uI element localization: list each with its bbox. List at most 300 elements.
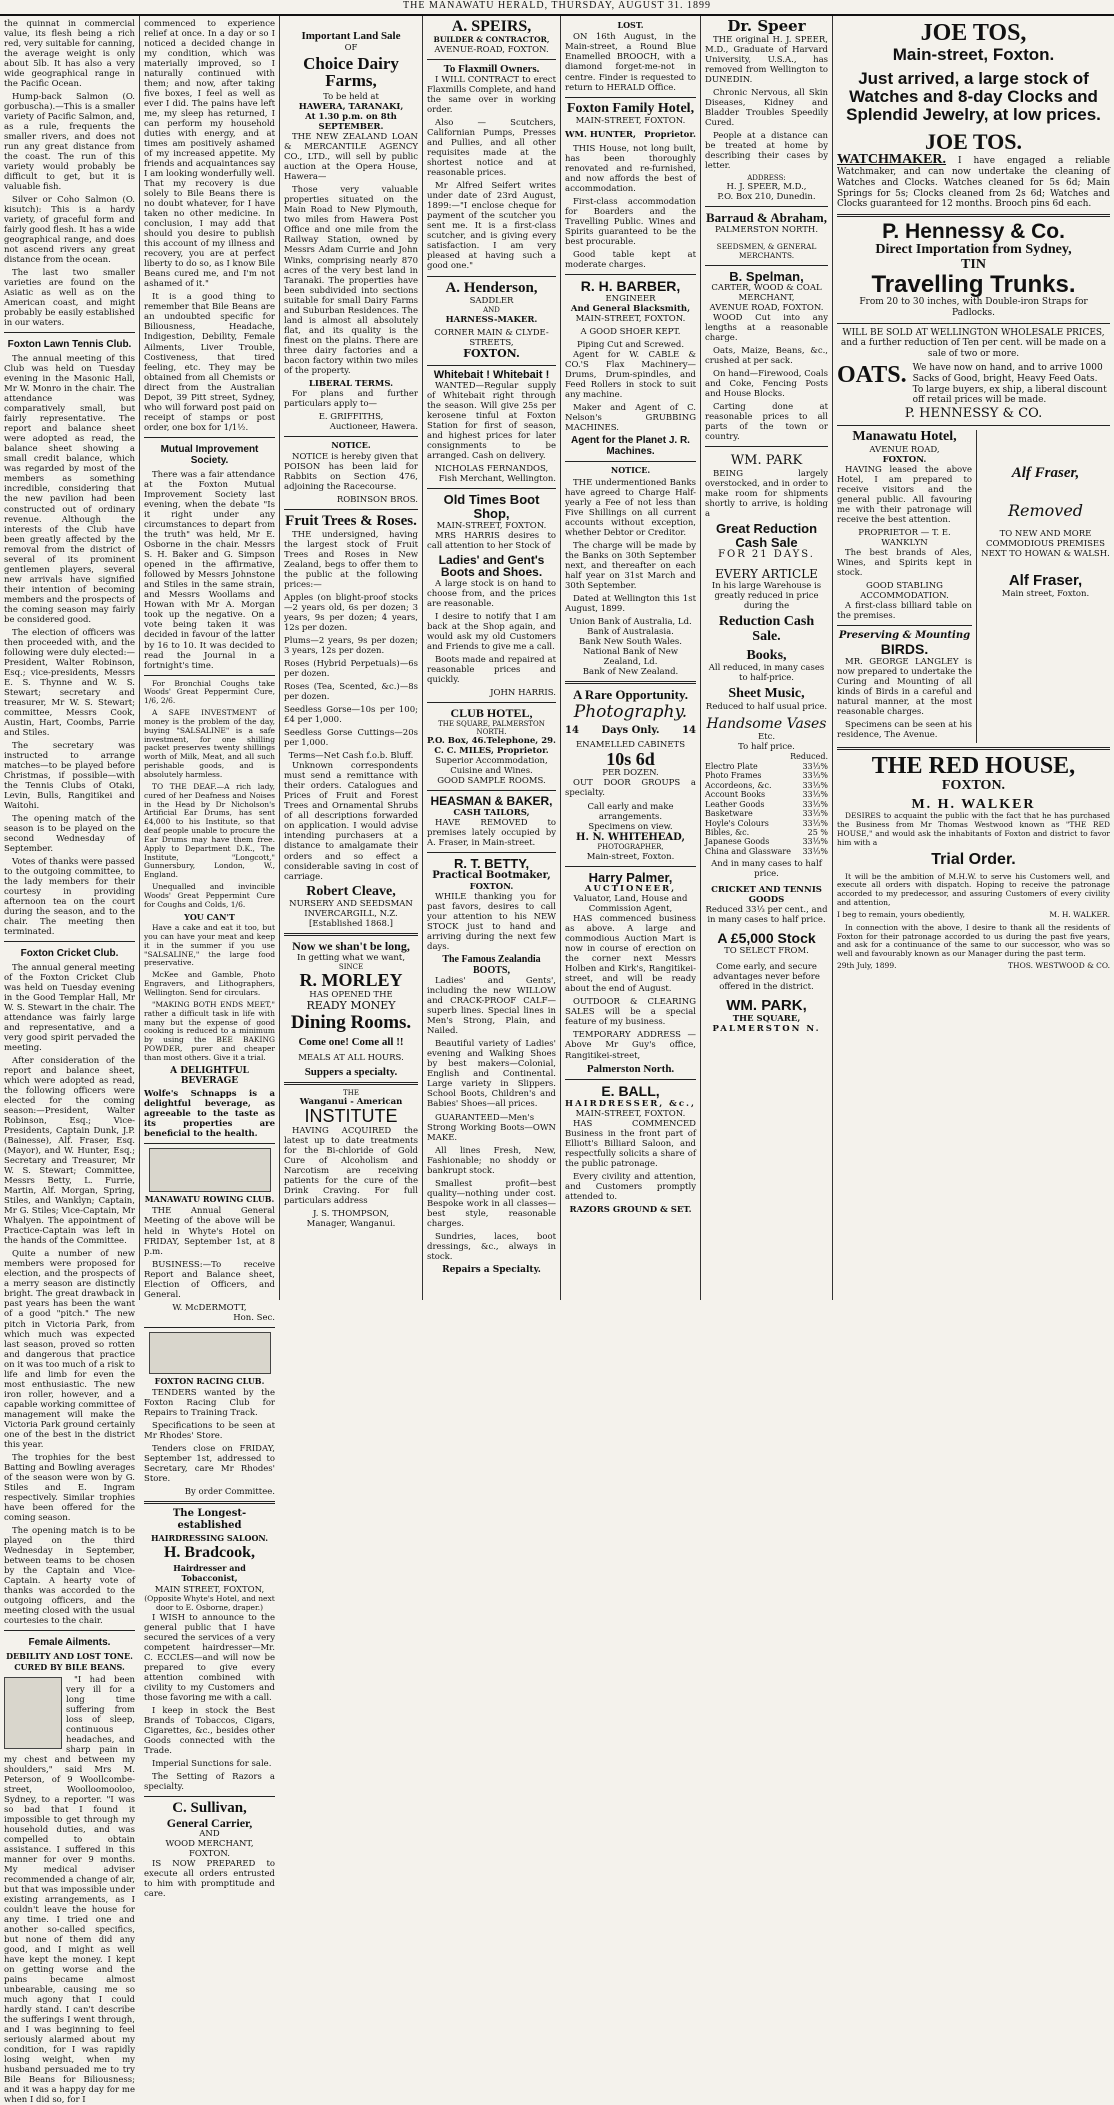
music-heading: Sheet Music, [728,686,805,702]
racing-text: Specifications to be seen at Mr Rhodes' Store. [144,1421,275,1442]
land-text: To be held at [323,92,379,103]
spelman-address: AVENUE ROAD, FOXTON. [709,303,824,314]
rowing-signature: Hon. Sec. [233,1312,275,1323]
price-discount: 33⅓% [802,761,828,771]
boot-shop-signature: JOHN HARRIS. [490,687,556,698]
article-text: The opening match of the season is to be played on the second Wednesday of September. [4,813,135,855]
woman-illustration [4,1677,62,1749]
boot-shop-text: I desire to notify that I am back at the Shop again, and would ask my old Customers and Friends to give me a call. [427,611,556,652]
ball-footer: RAZORS GROUND & SET. [569,1204,692,1215]
family-hotel-name: WM. HUNTER, [565,130,636,141]
henderson-trade: SADDLER [469,296,514,307]
club-hotel-text: Superior Accommodation, Cuisine and Wines. [435,756,548,777]
bank-item: Bank of New Zealand. [582,667,679,678]
photographer-name: H. N. WHITEHEAD, [576,831,685,843]
tos-heading-2: JOE TOS. [924,128,1022,154]
hennessy-text: WILL BE SOLD AT WELLINGTON WHOLESALE PRICES, and a further reduction of Ten per cent. will be made on a sale of two or more. [840,327,1107,359]
notice-text: NOTICE is hereby given that POISON has been laid for Rabbits on Section 476, adjoining the Racecourse. [284,452,418,493]
club-hotel-address: THE SQUARE, PALMERSTON NORTH. [438,719,545,736]
morley-text: READY MONEY [306,999,396,1013]
photo-title: Photography. [573,701,688,722]
park2-town: PALMERSTON N. [712,1023,821,1034]
price-item: Leather Goods [705,799,765,809]
price-row [705,847,828,856]
divider [144,675,275,676]
red-house-trial: Trial Order. [931,850,1016,868]
manawatu-hotel-heading: Manawatu Hotel, [852,429,957,445]
books-text: All reduced, in many cases to half-price. [708,663,825,684]
palmer-sub: Valuator, Land, House and Commission Agent, [573,894,688,915]
henderson-and: AND [483,306,500,315]
article-text: "I had been very ill for a long time suffering from loss of sleep, continuous headaches, and sharp pain in my chest and between my shoulders," said Mrs M. Peterson, of 9 Woollcombe-street, Woolloomooloo, Sydney, to a reporter. "I was so bad that I found it impossible to get through my household duties, and was compelled to obtain assistance. I suffered in this manner for over 9 months. My medical adviser recommended a change of air, but that was impossible under existing arrangements, as I couldn't leave the house for any time. I tried one and another so-called specifics, but none of them did any good, and I might as well have kept the money. I kept on getting worse and the pains became almost unbearable, causing me so much agony that I could hardly stand. I can't describe the sufferings I went through, and I was beginning to feel seriously alarmed about my condition, for I was rapidly losing weight, when my husband persuaded me to try Bile Beans for Biliousness; and it was a happy day for me when I did so, for I [4,1674,135,2105]
manawatu-hotel-town: FOXTON. [882,454,927,465]
price-discount: 33⅓% [802,771,828,781]
betty-title: The Famous Zealandia BOOTS, [442,954,541,976]
article-text: commenced to experience relief at once. In a day or so I noticed a decided change in my condition, which was materially improved, so I naturally continued with them; and now, after taking five boxes, I feel as well as ever I did. The pains have left me, my sleep has returned, I can perform my household duties with energy, and at times am positively ashamed of my increased appetite. My friends and acquaintances say I am looking wonderfully well. That my recovery is due solely to Bile Beans there is no doubt whatever, for I have taken no other medicine. In conclusion, I may add that should you desire to publish this account of my illness and recovery, you are at perfect liberty to do so, as I know Bile Beans cured me, and I'm not ashamed of it." [144,19,275,290]
bank-list [565,617,696,677]
column-5 [561,16,701,1300]
fruit-text: THE undersigned, having the largest stock of Fruit Trees and Roses in New Zealand, begs to offer them to the public at the following prices:— [284,530,418,591]
notice-signature: ROBINSON BROS. [336,495,418,506]
divider [565,97,696,98]
spelman-text: On hand—Firewood, Coals and Coke, Fencing Posts and House Blocks. [705,369,828,400]
article-text: The last two smaller varieties are found on the Asiatic as well as on the American coast, and might probably be easily established in our waters. [4,268,135,329]
henderson-town: FOXTON. [463,346,520,360]
price-item: China and Glassware [705,846,791,856]
article-text: The annual general meeting of the Foxton Cricket Club was held on Tuesday evening in the Good Templar Hall, Mr W. S. Stewart in the chair. The attendance was fairly large and representative, and a very good spirit pervaded the meeting. [4,962,135,1054]
vases-text: To half price. [738,742,795,753]
flax-text: Mr Alfred Seifert writes under date of 23rd August, 1899:—"I enclose cheque for payment of the scutcher you sent me. It is a first-class scutcher, and is giving every satisfaction. I am very pleased at having such a good one." [427,181,556,272]
photographer-address: Main-street, Foxton. [586,851,675,862]
club-hotel-heading: CLUB HOTEL, [450,705,533,720]
palmer-text: HAS commenced business as above. A large and commodious Auction Mart is now in course of erection on the corner next Messrs Holben and Kirk's, Rangitikei-street, and will be ready about the end of August. [565,914,696,995]
red-house-footer [837,962,1110,971]
morley-suppers: Suppers a specialty. [304,1065,398,1078]
article-heading: Mutual Improvement Society. [160,443,259,467]
ball-text: HAS COMMENCED Business in the front part of Elliott's Billiard Saloon, and respectfully solicits a share of the public patronage. [565,1118,696,1169]
fruit-price-item: Plums—2 years, 9s per dozen; 3 years, 12s per dozen. [284,636,418,657]
price-discount: 33⅓% [802,809,828,819]
price-row [705,781,828,790]
price-discount: 25 % [807,827,828,837]
institute-signature: Manager, Wanganui. [306,1219,396,1230]
barber-heading: R. H. BARBER, [580,278,681,295]
manawatu-hotel-address: AVENUE ROAD, [869,444,940,455]
divider [705,206,828,207]
birds-title: BIRDS. [880,640,929,657]
small-ad: Have a cake and eat it too, but you can have your meat and keep it in the summer if you use "SALSALINE," the large food preservative. [144,923,275,968]
boot-shop-text: MRS HARRIS desires to call attention to her Stock of [427,530,556,551]
divider [4,1630,135,1631]
racing-heading: FOXTON RACING CLUB. [154,1375,265,1386]
stock-text: Come early, and secure advantages never before offered in the district. [713,962,820,993]
tos-address: Main-street, Foxton. [892,45,1055,65]
bradcook-address: MAIN STREET, FOXTON, [154,1584,265,1595]
price-row [705,762,828,771]
barber-sub: And General Blacksmith, [570,304,691,315]
article-text: The opening match is to be played on the third Wednesday in September, between teams to be chosen by the Captain and Vice-Captain. A hearty vote of thanks was accorded to the outgoing officers, and the meeting closed with the usual courtesies to the chair. [4,1525,135,1626]
divider [144,1327,275,1328]
fruit-price-item: Roses (Hybrid Perpetuals)—6s per dozen. [284,659,418,680]
divider [705,265,828,266]
reduced-heading: Reduced. [790,752,828,762]
masthead: THE MANAWATU HERALD, THURSDAY, AUGUST 31. 1899 [0,0,1114,16]
newspaper-page [0,16,1114,2105]
bank-item: Bank New South Wales. [579,637,682,647]
manawatu-hotel-text: HAVING leased the above Hotel, I am prepared to receive visitors and the general public. All favouring me with their patronage will receive the best attention. [837,464,972,525]
ball-text: Every civility and attention, and Customers promptly attended to. [565,1171,696,1202]
ball-heading: E. BALL, [601,1083,660,1100]
cleave-name: Robert Cleave, [306,883,396,899]
speer-text: THE original H. J. SPEER, M.D., Graduate of Harvard University, U.S.A., has removed from Wellington to DUNEDIN. [705,34,828,85]
books-heading: Books, [746,647,787,663]
cricket-goods-heading: CRICKET AND TENNIS [711,885,822,896]
divider [144,1796,275,1797]
price-row [705,771,828,780]
boot-shop-heading: Old Times Boot Shop, [443,492,540,521]
price-row [705,800,828,809]
land-text: Those very valuable properties situated on the Main Road to New Plymouth, two miles from Hawera Post Office and one mile from the Railway Station, owned by Messrs Adam Currie and John Winks, comprising nearly 870 acres of the very best land in Taranaki. The properties have been subdivided into sections suitable for small Dairy Farms and Suburban Residences. The land is almost all absolutely flat, and its quality is the finest on the plains. There are three dairy factories and a bacon factory within two miles of the property. [284,185,418,376]
divider [4,941,135,942]
article-heading: Female Ailments. [28,1636,111,1648]
park2-heading: WM. PARK, [726,997,807,1015]
morley-meals: MEALS AT ALL HOURS. [298,1052,404,1063]
lost-text: ON 16th August, in the Main-street, a Round Blue Enamelled BROOCH, with a diamond forget-me-not in centre. Finder is requested to return to HERALD Office. [565,32,696,93]
land-terms: LIBERAL TERMS. [308,378,394,389]
bradcook-text: I keep in stock the Best Brands of Tobaccos, Cigars, Cigarettes, &c., besides other Goods connected with the Trade. [144,1705,275,1756]
land-place: HAWERA, TARANAKI, [298,102,404,113]
hennessy-text: From 20 to 30 inches, with Double-iron Straps for Padlocks. [859,297,1088,318]
land-of: OF [344,42,358,53]
small-ad-heading: YOU CAN'T [184,911,235,922]
small-ad: For Bronchial Coughs take Woods' Great Peppermint Cure, 1/6, 2/6. [144,678,275,706]
bank-notice-text: THE undermentioned Banks have agreed to Charge Half-yearly a Fee of not less than Five Shillings on all current accounts without exception, whether Debtor or Creditor. [565,477,696,538]
henderson-address: CORNER MAIN & CLYDE-STREETS, [434,327,549,348]
divider [565,1079,696,1080]
fruit-heading: Fruit Trees & Roses. [285,513,417,530]
tos-announcement: Just arrived, a large stock of Watches and 8-day Clocks and Splendid Jewelry, at low prices. [846,69,1101,124]
fruit-price-item: Seedless Gorse—10s per 100; £4 per 1,000. [284,705,418,726]
small-ad: TO THE DEAF.—A rich lady, cured of her Deafness and Noises in the Head by Dr Nicholson's Artificial Ear Drums, has sent £4,000 to his Institute, so that deaf people unable to procure the Ear Drums may have them free. Apply to Department D.K., The Institute, "Longcott," Gunnersbury, London, W., England. [144,781,275,880]
betty-text: GUARANTEED—Men's Strong Working Boots—OWN MAKE. [427,1112,556,1143]
club-hotel-telephone: Telephone, 29. [486,736,556,747]
flax-text: Also — Scutchers, Californian Pumps, Presses and Pullies, and all other requisites made at the shortest notice and at reasonable prices. [427,118,556,179]
barraud-sub: SEEDSMEN, & GENERAL MERCHANTS. [716,241,817,260]
divider [837,425,1110,426]
heasman-heading: HEASMAN & BAKER, [430,794,553,809]
cleave-established: [Established 1868.] [309,919,393,930]
manawatu-hotel-proprietor: PROPRIETOR — T. E. WANKLYN [858,528,951,549]
divider [565,681,696,684]
oats-signature: P. HENNESSY & CO. [904,405,1043,421]
spelman-text: Oats, Maize, Beans, &c., crushed at per sack. [705,346,828,367]
red-house-signoff [837,911,1110,920]
sullivan-text: IS NOW PREPARED to execute all orders entrusted to him with promptitude and care. [144,1859,275,1900]
fraser-text: TO NEW AND MORE COMMODIOUS PREMISES NEXT TO HOWAN & WALSH. [981,528,1110,559]
speer-heading: Dr. Speer [727,17,806,35]
bank-item: National Bank of New Zealand, Ld. [582,647,679,668]
henderson-trade: HARNESS-MAKER. [445,314,538,325]
rowing-illustration [149,1148,271,1192]
barraud-address: PALMERSTON NORTH. [714,224,819,235]
fraser-address: Main street, Foxton. [1001,588,1090,599]
divider [144,1501,275,1504]
article-text: The secretary was instructed to arrange matches—to be played before Christmas, if possible—with the Tennis Clubs of Otaki, Levin, Bulls, Rangitikei and Waitohi. [4,740,135,811]
land-text: THE NEW ZEALAND LOAN & MERCANTILE AGENCY CO., LTD., will sell by public auction at the Opera House, Hawera— [284,132,418,183]
divider [427,852,556,853]
small-ad: McKee and Gamble, Photo Engravers, and Lithographers, Wellington. Send for circulars. [144,970,275,997]
palmer-text: OUTDOOR & CLEARING SALES will be a special feature of my business. [565,997,696,1028]
photo-duration [565,725,696,737]
institute-heading: Wanganui - American [299,1097,403,1108]
boot-shop-text: A large stock is on hand to choose from, and the prices are reasonable. [427,578,556,609]
sullivan-name: C. Sullivan, [172,1799,247,1816]
prices-footer: And in many cases to half price. [711,859,822,880]
sullivan-trade: General Carrier, [166,1815,253,1830]
article-text: The annual meeting of this Club was held on Tuesday evening in the Masonic Hall, Mr W. Monro in the chair. The attendance was comparatively small, but fairly representative. The report and balance sheet were adopted as read, the balance sheet showing a small credit balance, which was regarded by most of the members as something incredible, considering that the new pavilion had been constructed out of ordinary revenue. Although the interests of the Club have been greatly affected by the removal from the district of several of its prominent gentlemen players, several new arrivals have signified their intention of becoming members and the prospects of the coming season may fairly be considered good. [4,354,136,625]
institute-the: THE [343,1089,359,1098]
photo-days-right: 14 [682,724,696,736]
divider [427,702,556,703]
park-reduction: Great Reduction [715,520,818,536]
flax-heading: To Flaxmill Owners. [443,62,540,75]
price-item: Japanese Goods [705,837,770,847]
speer-address: ADDRESS: [747,173,786,182]
heasman-text: HAVE REMOVED to premises lately occupied by A. Fraser, in Main-street. [427,817,556,848]
divider [284,436,418,437]
park-heading: WM. PARK [730,453,803,469]
barber-text: Maker and Agent of C. Nelson's GRUBBING MACHINES. [565,403,696,434]
henderson-name: A. Henderson, [445,279,538,296]
tos-heading: JOE TOS, [920,20,1027,46]
red-house-signoff-line: I beg to remain, yours obediently, [837,909,965,919]
betty-text: Sundries, laces, boot dressings, &c., always in stock. [427,1231,556,1262]
whitebait-signature: Fish Merchant, Wellington. [438,474,556,485]
watchmaker-heading: WATCHMAKER. [837,151,947,167]
red-house-signature: M. H. WALKER. [1049,909,1110,919]
bradcook-text: I WISH to announce to the general public that I have secured the services of a very competent hairdresser—Mr. C. ECCLES—and will now be prepared to give every attention combined with civility to my Customers and those favoring me with a call. [144,1612,275,1703]
fruit-terms: Terms—Net Cash f.o.b. Bluff. [288,751,414,762]
family-hotel-text: Good table kept at moderate charges. [565,250,696,271]
bradcook-text: The Setting of Razors a specialty. [144,1771,275,1792]
stock-heading: A £5,000 Stock [717,930,816,947]
bank-notice-text: Dated at Wellington this 1st August, 1899. [565,593,696,614]
hennessy-heading: P. Hennessy & Co. [882,219,1065,243]
racing-signature: By order Committee. [184,1487,275,1498]
betty-text: Beautiful variety of Ladies' evening and Walking Shoes by best makers—Colonial, English and Continental. Large variety in Slippers. School Boots, Children's and Babies' Shoes—all prices. [427,1039,556,1110]
divider [837,323,1110,324]
photo-text: Call early and make arrangements. [587,801,674,822]
photo-cabinets: ENAMELLED CABINETS [575,739,686,750]
price-row [705,809,828,818]
land-signature: E. GRIFFITHS, [318,411,384,422]
speer-address: H. J. SPEER, M.D., [726,182,807,193]
heasman-sub: CASH TAILORS, [453,807,530,818]
right-ads [977,430,1110,743]
divider [705,446,828,447]
rowing-text: THE Annual General Meeting of the above will be held in Whyte's Hotel on FRIDAY, September 1st, at 8 p.m. [144,1206,275,1257]
price-discount: 33⅓% [802,846,828,856]
park2-sub: THE SQUARE, [732,1013,801,1024]
article-heading: Foxton Lawn Tennis Club. [7,339,132,351]
photo-days: Days Only. [601,724,660,736]
price-row [705,790,828,799]
beverage-text: Wolfe's Schnapps is a delightful beverage, as agreeable to the taste as its properties are beneficial to the health. [144,1088,275,1140]
price-discount: 33⅓% [802,799,828,809]
column-1 [0,16,140,2105]
land-signature: Auctioneer, Hawera. [329,421,418,432]
fraser-heading-2: Alf Fraser, [1008,571,1083,589]
column-7 [833,16,1114,1300]
fruit-price-list [284,593,418,748]
article-text: There was a fair attendance at the Foxton Mutual Improvement Society last evening, when the debate "Is it right under any circumstances to depart from the truth" was held, Mr E. Osborne in the chair. Messrs S. H. Baker and G. Simpson opened in the affirmative, followed by Messrs Johnstone and Stiles in the same strain, and Messrs Woollams and Howan with Mr A. Morgan took up the negative. On a vote being taken it was decided in favour of the latter by 16 to 10. It was decided to read the Journal in a fortnight's time. [144,470,275,671]
spelman-sub: CARTER, WOOD & COAL MERCHANT, [711,283,822,304]
land-heading: Important Land Sale [301,30,401,42]
vases-heading: Handsome Vases [706,715,827,732]
photo-text: OUT DOOR GROUPS a specialty. [565,778,696,799]
divider [565,274,696,275]
club-hotel-proprietor: C. C. MILES, Proprietor. [434,746,549,757]
barber-address: MAIN-STREET, FOXTON. [575,314,686,325]
article-text: After consideration of the report and balance sheet, which were adopted as read, the following officers were elected for the coming season:—President, Walter Robinson, Esq.; Vice-Presidents, Captain Dunk, J.P. (Bainesse), Alf. Fraser, Esq. (Mayor), and W. Hunter, Esq.; Secretary and Treasurer, Mr W. S. Stewart; Committee, Messrs Betty, L. Furrie, Martin, Alf. Morgan, Spring, Stiles, and Wanklyn; Captain, Mr G. Stiles; Vice-Captain, Mr Whalyen. The appointment of Practice-Captain was left in the hands of the Committee. [4,1056,135,1247]
palmer-town: Palmerston North. [586,1062,675,1075]
small-ad: A SAFE INVESTMENT of money is the problem of the day, buying "SALSALINE" is a safe investment, for one shilling packet preserves twenty shillings worth of Milk, Meat, and all such perishable goods, and is absolutely harmless. [144,708,275,779]
price-item: Account Books [705,790,766,800]
article-text: Quite a number of new members were proposed for election, and the prospects of a merry season are distinctly bright. The great drawback in past years has been the want of a good "pitch." The new pitch in Victoria Park, from which much was expected last season, proved so rotten and dangerous that practice on it was too much of a risk to life and limb for even the most enthusiastic. The new iron roller, however, and a capable working committee of management will make the Victoria Park ground certainly one of the best in the district this year. [4,1249,135,1450]
price-item: Bibles, &c. [705,827,750,837]
column-2 [140,16,280,1900]
divider [565,866,696,867]
speirs-name: A. SPEIRS, [451,18,532,35]
park-text: BEING largely overstocked, and in order to make room for shipments shortly to arrive, is holding a [705,468,828,519]
divider [427,365,556,366]
morley-since: SINCE [338,962,364,971]
red-house-name: M. H. WALKER [911,796,1036,812]
small-ad: "MAKING BOTH ENDS MEET," rather a difficult task in life with many but the expense of good cooking is reduced to a minimum by using the BEE BAKING POWDER, purer and cheaper than most others. Give it a trial. [144,999,275,1062]
betty-text: Smallest profit—best quality—nothing under cost. Bespoke work in all classes—best style, reasonable charges. [427,1178,556,1229]
morley-title: Dining Rooms. [290,1012,412,1034]
music-text: Reduced to half usual price. [705,701,828,712]
column-6 [701,16,833,1300]
family-hotel-role: Proprietor. [644,130,696,141]
boot-shop-text: Boots made and repaired at reasonable prices and quickly. [427,654,556,685]
rowing-text: BUSINESS:—To receive Report and Balance sheet, Election of Officers, and General. [144,1259,275,1300]
divider [565,461,696,462]
park-cash-sale: Cash Sale [735,534,798,550]
club-hotel-po: P.O. Box, 46. [427,736,487,747]
betty-town: FOXTON. [469,882,514,893]
cleave-trade: NURSERY AND SEEDSMAN [289,899,413,910]
institute-signature: J. S. THOMPSON, [313,1209,389,1220]
morley-tagline: Now we shan't be long, [292,939,410,954]
fraser-removed: Removed [1007,500,1084,520]
racing-text: Tenders close on FRIDAY, September 1st, addressed to Secretary, care Mr Rhodes' Store. [144,1444,275,1485]
club-hotel-contact [427,736,556,746]
price-item: Accordeons, &c. [705,780,772,790]
fruit-text: Unknown correspondents must send a remittance with their orders. Catalogues and Prices of Fruit and Forest Trees and Ornamental Shrubs of all descriptions forwarded on application. I would advise intending purchasers at a distance to amalgamate their orders and so effect a considerable saving in cost of carriage. [284,761,418,882]
left-ads [837,430,977,743]
divider [284,1082,418,1085]
stock-sub: TO SELECT FROM. [724,946,809,957]
divider [427,276,556,277]
land-text: For plans and further particulars apply to— [284,388,418,409]
betty-footer: Repairs a Specialty. [442,1264,541,1275]
fraser-heading: Alf Fraser, [1011,465,1080,482]
price-row [705,828,828,837]
planet-heading: Agent for the Planet J. R. Machines. [571,435,690,457]
price-item: Basketware [705,809,753,819]
article-text: The election of officers was then proceeded with, and the following were duly elected:—President, Walter Robinson, Esq.; vice-presidents, Messrs E. S. Thynne and W. S. Stewart; secretary and treasurer, Mr W. S. Stewart; committee, Messrs Cook, Austin, Hart, Coombs, Parrie and Stiles. [4,627,135,738]
oats-ad [837,363,1110,405]
spelman-text: Carting done at reasonable prices to all parts of the town or country. [705,402,828,443]
fruit-price-item: Apples (on blight-proof stocks—2 years old, 6s per dozen; 3 years, 9s per dozen; 4 years, 12s per dozen. [284,593,418,634]
oats-text: We have now on hand, and to arrive 1000 Sacks of Good, bright, Heavy Feed Oats. To large buyers, ex ship, a liberal discount off retail prices will be made. [912,363,1107,406]
photo-heading: A Rare Opportunity. [573,687,688,703]
price-discount: 33⅓% [802,780,828,790]
sullivan-and: AND [199,1829,220,1840]
birds-heading: Preserving & Mounting [838,630,971,642]
article-text: Votes of thanks were passed to the outgoing committee, to the lady members for their courtesy in providing afternoon tea on the court during the season, and to the chair. The meeting then terminated. [4,857,135,938]
article-text: The trophies for the best Batting and Bowling averages of the season were won by G. Stiles and E. Ingram respectively. Similar trophies have been offered for the coming season. [4,1452,135,1523]
morley-name: R. MORLEY [299,970,403,991]
speirs-address: AVENUE-ROAD, FOXTON. [434,44,549,55]
price-item: Electro Plate [705,761,758,771]
beverage-heading: A DELIGHTFUL BEVERAGE [170,1065,249,1087]
speer-text: Chronic Nervous, all Skin Diseases, Kidney and Bladder Troubles Speedily Cured. [705,87,828,128]
ball-address: MAIN-STREET, FOXTON. [575,1108,686,1119]
divider [837,625,972,626]
family-hotel-text: THIS House, not long built, has been thoroughly renovated and re-furnished, and now affords the best of accommodation. [565,144,696,195]
red-house-town: FOXTON. [941,777,1006,793]
red-house-signature-2: THOS. WESTWOOD & CO. [1008,961,1110,971]
article-subheading: DEBILITY AND LOST TONE. [6,1650,133,1661]
land-title: Choice Dairy Farms, [303,53,399,91]
article-text: It is a good thing to remember that Bile Beans are an undoubted specific for Biliousness, Headache, Indigestion, Debility, Female Ailments, Liver Trouble, Costiveness, that tired feeling, etc. They may be obtained from all Chemists or direct from the Australian Depot, 39 Pitt street, Sydney, who will forward post paid on receipt of stamps or post order, one box for 1/1½. [144,292,275,433]
oats-heading: OATS. [837,362,907,389]
club-hotel-rooms: GOOD SAMPLE ROOMS. [437,776,546,787]
bradcook-tagline: The Longest-established [172,1508,247,1532]
photo-price: 10s 6d [606,748,655,769]
barber-sub: ENGINEER [605,294,656,305]
bank-notice-text: The charge will be made by the Banks on 30th September next, and thereafter on each half year on 31st March and 30th September. [565,540,696,591]
ball-sub: HAIRDRESSER, &c., [565,1098,696,1109]
betty-heading: R. T. BETTY, [453,855,530,871]
manawatu-hotel-text: A first-class billiard table on the premises. [837,601,972,622]
bradcook-name: H. Bradcook, [163,1544,256,1562]
birds-text: Specimens can be seen at his residence, The Avenue. [837,719,972,740]
bradcook-sub: HAIRDRESSING SALOON. [150,1532,269,1543]
barber-text: Agent for W. CABLE & CO.'S Flax Machinery—Drums, Drum-spindles, and Feed Rollers in stock to suit any machine. [565,350,696,401]
divider [837,214,1110,217]
palmer-heading: Harry Palmer, [588,869,673,885]
speirs-trade: BUILDER & CONTRACTOR, [433,34,550,44]
spelman-text: WOOD Cut into any lengths at a reasonable charge. [705,313,828,344]
whitebait-text: WANTED—Regular supply of Whitebait right through the season. Will give 25s per kerosene tinful at Foxton Station for first of season, and highest prices for later consignments to be arranged. Cash on delivery. [427,381,556,462]
rowing-heading: MANAWATU ROWING CLUB. [144,1194,275,1205]
price-item: Hoyle's Colours [705,818,769,828]
photo-text: Specimens on view. [588,821,673,832]
photographer-role: PHOTOGRAPHER, [597,843,664,852]
divider [144,1143,275,1144]
birds-text: MR. GEORGE LANGLEY is now prepared to undertake the Curing and Mounting of all kinds of Birds in a careful and natural manner, at the most reasonable charges. [837,656,972,717]
photo-per-dozen: PER DOZEN. [602,768,659,779]
price-row [705,837,828,846]
column-3 [280,16,423,1300]
article-text: Silver or Coho Salmon (O. kisutch): This is a hardy variety, of graceful form and fairly good flesh. It has a wide geographical range, and does not ascend rivers any great distance from the ocean. [4,195,135,266]
watchmaker-text [837,153,1110,210]
cricket-goods-sub: GOODS [748,895,785,906]
photo-days-left: 14 [565,724,579,736]
